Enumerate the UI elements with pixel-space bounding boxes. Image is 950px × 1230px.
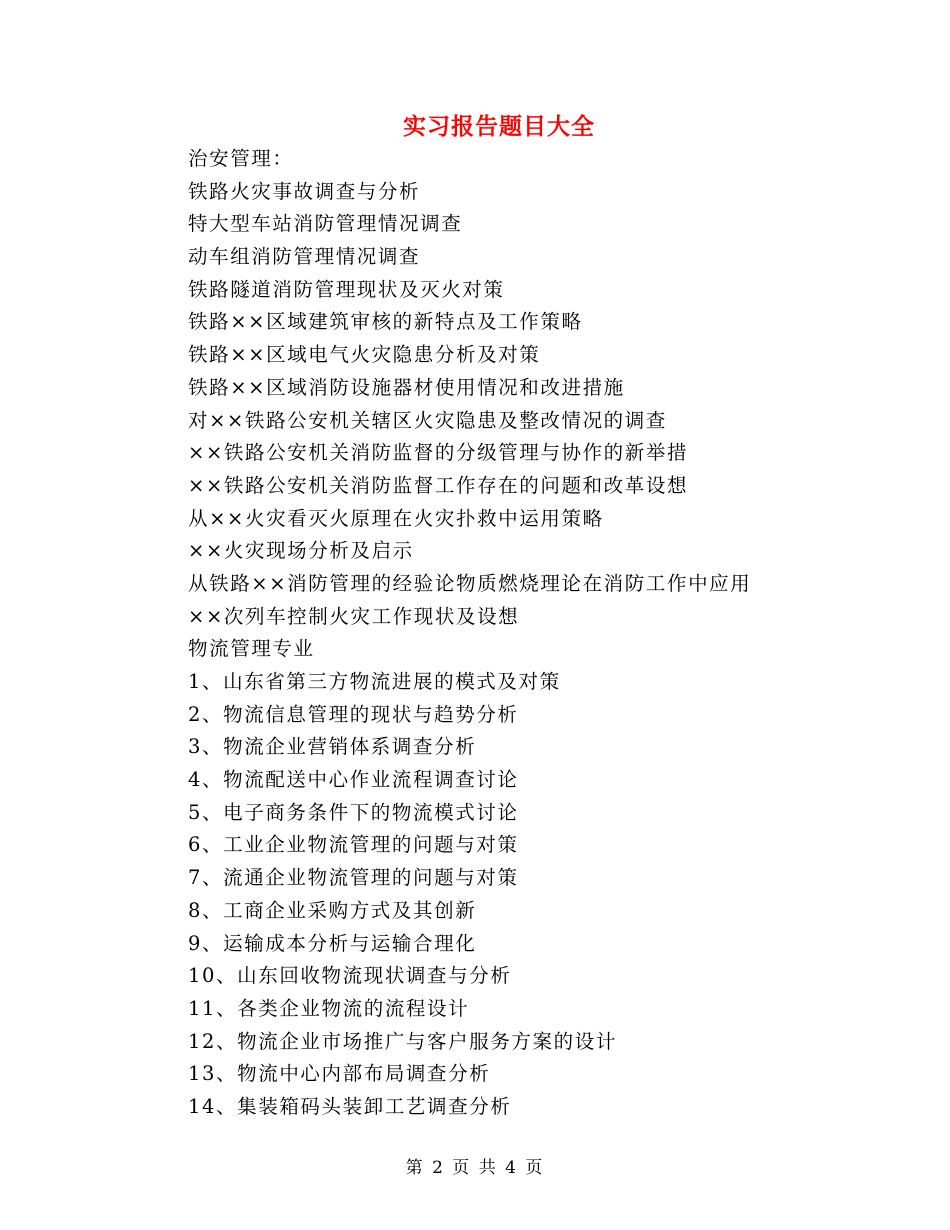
list-item: ××铁路公安机关消防监督的分级管理与协作的新举措 <box>188 441 689 465</box>
list-item: 从××火灾看灭火原理在火灾扑救中运用策略 <box>188 506 604 530</box>
list-item: 4、物流配送中心作业流程调查讨论 <box>188 768 519 792</box>
list-item: 3、物流企业营销体系调查分析 <box>188 735 477 759</box>
section-heading-public-security: 治安管理： <box>188 147 294 170</box>
list-item: 铁路隧道消防管理现状及灭火对策 <box>188 277 505 301</box>
list-item: 2、物流信息管理的现状与趋势分析 <box>188 702 519 726</box>
list-item: 11、各类企业物流的流程设计 <box>188 996 470 1020</box>
list-item: 特大型车站消防管理情况调查 <box>188 212 463 236</box>
document-title: 实习报告题目大全 <box>403 113 595 140</box>
list-item: 铁路火灾事故调查与分析 <box>188 179 421 203</box>
list-item: 从铁路××消防管理的经验论物质燃烧理论在消防工作中应用 <box>188 571 752 595</box>
list-item: 9、运输成本分析与运输合理化 <box>188 931 477 955</box>
list-item: 7、流通企业物流管理的问题与对策 <box>188 866 519 890</box>
list-item: 10、山东回收物流现状调查与分析 <box>188 964 512 988</box>
list-item: 动车组消防管理情况调查 <box>188 245 421 269</box>
list-item: 1、山东省第三方物流进展的模式及对策 <box>188 670 561 693</box>
list-item: ××火灾现场分析及启示 <box>188 539 414 563</box>
page-number-footer: 第 2 页 共 4 页 <box>405 1158 545 1178</box>
list-item: 铁路××区域建筑审核的新特点及工作策略 <box>188 310 583 334</box>
document-body <box>188 143 928 1124</box>
list-item: 铁路××区域电气火灾隐患分析及对策 <box>188 343 541 367</box>
list-item: 14、集装箱码头装卸工艺调查分析 <box>188 1094 512 1118</box>
list-item: ××铁路公安机关消防监督工作存在的问题和改革设想 <box>188 473 689 497</box>
list-item: 8、工商企业采购方式及其创新 <box>188 898 477 922</box>
list-item: 对××铁路公安机关辖区火灾隐患及整改情况的调查 <box>188 408 667 432</box>
list-item: 铁路××区域消防设施器材使用情况和改进措施 <box>188 375 625 399</box>
list-item: ××次列车控制火灾工作现状及设想 <box>188 604 520 628</box>
list-item: 12、物流企业市场推广与客户服务方案的设计 <box>188 1029 617 1053</box>
list-item: 13、物流中心内部布局调查分析 <box>188 1062 491 1086</box>
list-item: 6、工业企业物流管理的问题与对策 <box>188 833 519 857</box>
section-heading-logistics: 物流管理专业 <box>188 637 315 661</box>
list-item: 5、电子商务条件下的物流模式讨论 <box>188 800 519 824</box>
